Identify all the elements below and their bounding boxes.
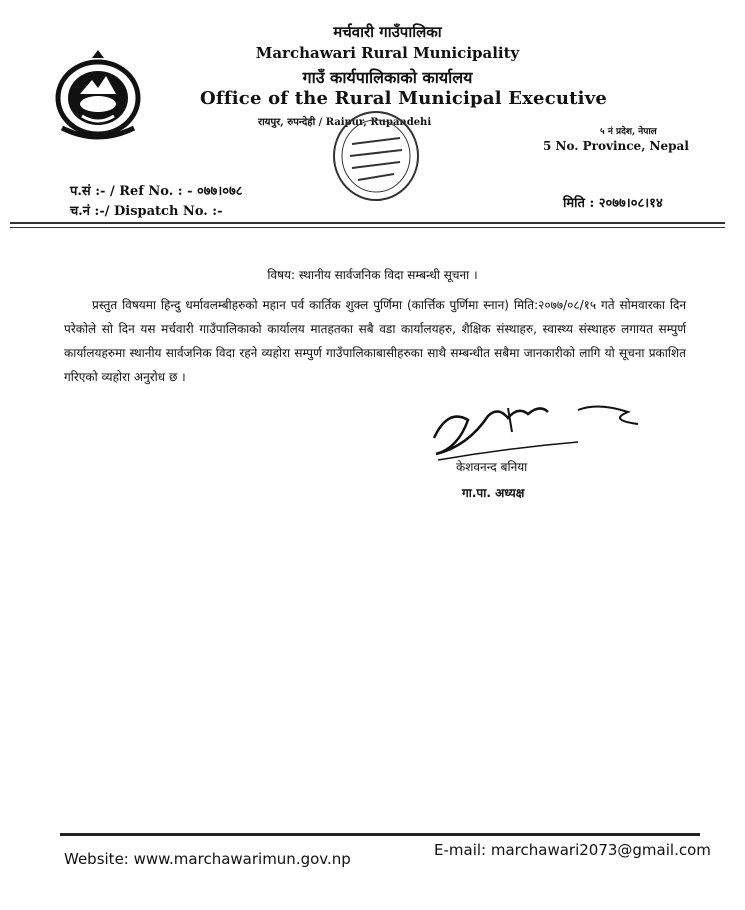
office-name-nepali: गाउँ कार्यपालिकाको कार्यालय [302, 68, 473, 87]
footer-email: E-mail: marchawari2073@gmail.com [434, 841, 711, 859]
office-stamp-icon [330, 108, 422, 210]
dispatch-number: च.नं :-/ Dispatch No. :- [70, 204, 223, 219]
header-divider [10, 222, 725, 224]
footer-website: Website: www.marchawarimun.gov.np [64, 850, 351, 868]
signatory-title: गा.पा. अध्यक्ष [462, 486, 525, 500]
nepal-emblem-icon [52, 50, 144, 142]
letter-subject: विषय: स्थानीय सार्वजनिक विदा सम्बन्धी सूचना । [267, 268, 478, 282]
letter-body: प्रस्तुत विषयमा हिन्दु धर्मावलम्बीहरुको महान पर्व कार्तिक शुक्ल पुर्णिमा (कार्त्तिक पुर्णिमा स्नान) मिति:२०७७/०८/१५ गते सोमवारका दिन परेकोले सो दिन यस मर्चवारी गाउँपालिकाको कार्यालय मातहतका सबै वडा कार्यालयहरु, शैक्षिक संस्थाहरु, स्वास्थ्य संस्थाहरु लगायत सम्पुर्ण कार्यालयहरुमा स्थानीय सार्वजनिक विदा रहने व्यहोरा सम्पुर्ण गाउँपालिकाबासीहरुका साथै सम्बन्धीत सबैमा जानकारीको लागि यो सूचना प्रकाशित गरिएको व्यहोरा अनुरोध छ । [64, 298, 686, 384]
header-divider-thin [10, 227, 725, 228]
reference-number: प.सं :- / Ref No. : - ०७७।०७८ [70, 184, 243, 199]
office-name-english: Office of the Rural Municipal Executive [200, 88, 608, 109]
letter-date: मिति : २०७७।०८।१४ [563, 196, 663, 211]
municipality-name-english: Marchawari Rural Municipality [255, 44, 520, 62]
municipality-name-nepali: मर्चवारी गाउँपालिका [333, 23, 442, 41]
footer-divider [60, 833, 700, 836]
signatory-name: केशवनन्द बनिया [456, 460, 528, 474]
province-english: 5 No. Province, Nepal [543, 139, 689, 153]
office-address: रायपुर, रुपन्देही / Raipur, Rupandehi [258, 117, 432, 128]
province-nepali: ५ नं प्रदेश, नेपाल [600, 127, 657, 137]
